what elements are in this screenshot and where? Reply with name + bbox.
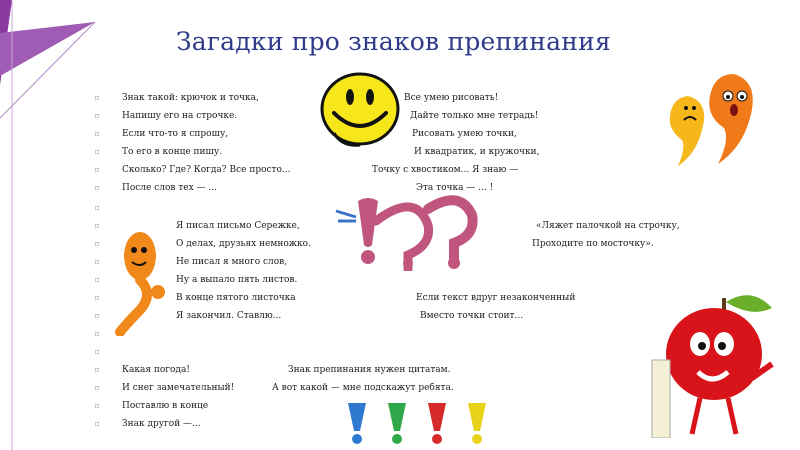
bullet-marker: ⌑ xyxy=(95,112,100,121)
bullet-marker: ⌑ xyxy=(95,294,100,303)
riddle-line: Эта точка — ... ! xyxy=(416,183,494,193)
riddle-line: О делах, друзьях немножко. xyxy=(176,239,311,249)
riddle-line: В конце пятого листочка xyxy=(176,293,296,303)
apple-character-icon xyxy=(640,288,780,438)
riddle-line: Точку с хвостиком... Я знаю — xyxy=(372,165,519,175)
bullet-marker: ⌑ xyxy=(95,94,100,103)
smiley-icon xyxy=(312,71,412,151)
bullet-marker: ⌑ xyxy=(95,240,100,249)
bullet-marker: ⌑ xyxy=(95,348,100,357)
bullet-marker: ⌑ xyxy=(95,366,100,375)
bullet-marker: ⌑ xyxy=(95,222,100,231)
riddle-line: Ну а выпало пять листов. xyxy=(176,275,298,285)
riddle-line: Я писал письмо Сережке, xyxy=(176,221,300,231)
bullet-marker: ⌑ xyxy=(95,330,100,339)
riddle-line: А вот какой — мне подскажут ребята. xyxy=(272,383,454,393)
riddle-line: Знак препинания нужен цитатам. xyxy=(288,365,451,375)
riddle-line: Сколько? Где? Когда? Все просто... xyxy=(122,165,291,175)
riddle-line: Какая погода! xyxy=(122,365,190,375)
riddle-line: Знак такой: крючок и точка, xyxy=(122,93,259,103)
riddle-line: Не писал я много слов, xyxy=(176,257,288,267)
riddle-line: Напишу его на строчке. xyxy=(122,111,238,121)
bullet-marker: ⌑ xyxy=(95,148,100,157)
bullet-marker: ⌑ xyxy=(95,166,100,175)
punctuation-characters-icon xyxy=(328,191,480,271)
riddle-line: Проходите по мосточку». xyxy=(532,239,654,249)
riddle-line: То его в конце пишу. xyxy=(122,147,223,157)
riddle-line: После слов тех — ... xyxy=(122,183,218,193)
bullet-marker: ⌑ xyxy=(95,130,100,139)
bullet-marker: ⌑ xyxy=(95,402,100,411)
bullet-marker: ⌑ xyxy=(95,258,100,267)
riddle-line: «Ляжет палочкой на строчку, xyxy=(536,221,680,231)
bullet-marker: ⌑ xyxy=(95,384,100,393)
comma-character-icon xyxy=(110,226,172,336)
page-title: Загадки про знаков препинания xyxy=(176,27,611,56)
riddle-line: Если текст вдруг незаконченный xyxy=(416,293,576,303)
bullet-marker: ⌑ xyxy=(95,276,100,285)
bullet-marker: ⌑ xyxy=(95,204,100,213)
riddle-line: Вместо точки стоит... xyxy=(420,311,524,321)
riddle-line: Поставлю в конце xyxy=(122,401,209,411)
riddle-line: И квадратик, и кружочки, xyxy=(414,147,540,157)
riddle-line: Дайте только мне тетрадь! xyxy=(410,111,539,121)
riddle-line: Если что-то я спрошу, xyxy=(122,129,229,139)
riddle-line: Я закончил. Ставлю... xyxy=(176,311,282,321)
riddle-line: И снег замечательный! xyxy=(122,383,235,393)
exclamation-marks-icon xyxy=(332,397,504,445)
bullet-marker: ⌑ xyxy=(95,312,100,321)
bullet-marker: ⌑ xyxy=(95,420,100,429)
riddle-line: Все умею рисовать! xyxy=(404,93,499,103)
riddle-line: Рисовать умею точки, xyxy=(412,129,517,139)
riddle-line: Знак другой —... xyxy=(122,419,201,429)
bullet-marker: ⌑ xyxy=(95,184,100,193)
comma-characters-icon xyxy=(648,66,774,174)
